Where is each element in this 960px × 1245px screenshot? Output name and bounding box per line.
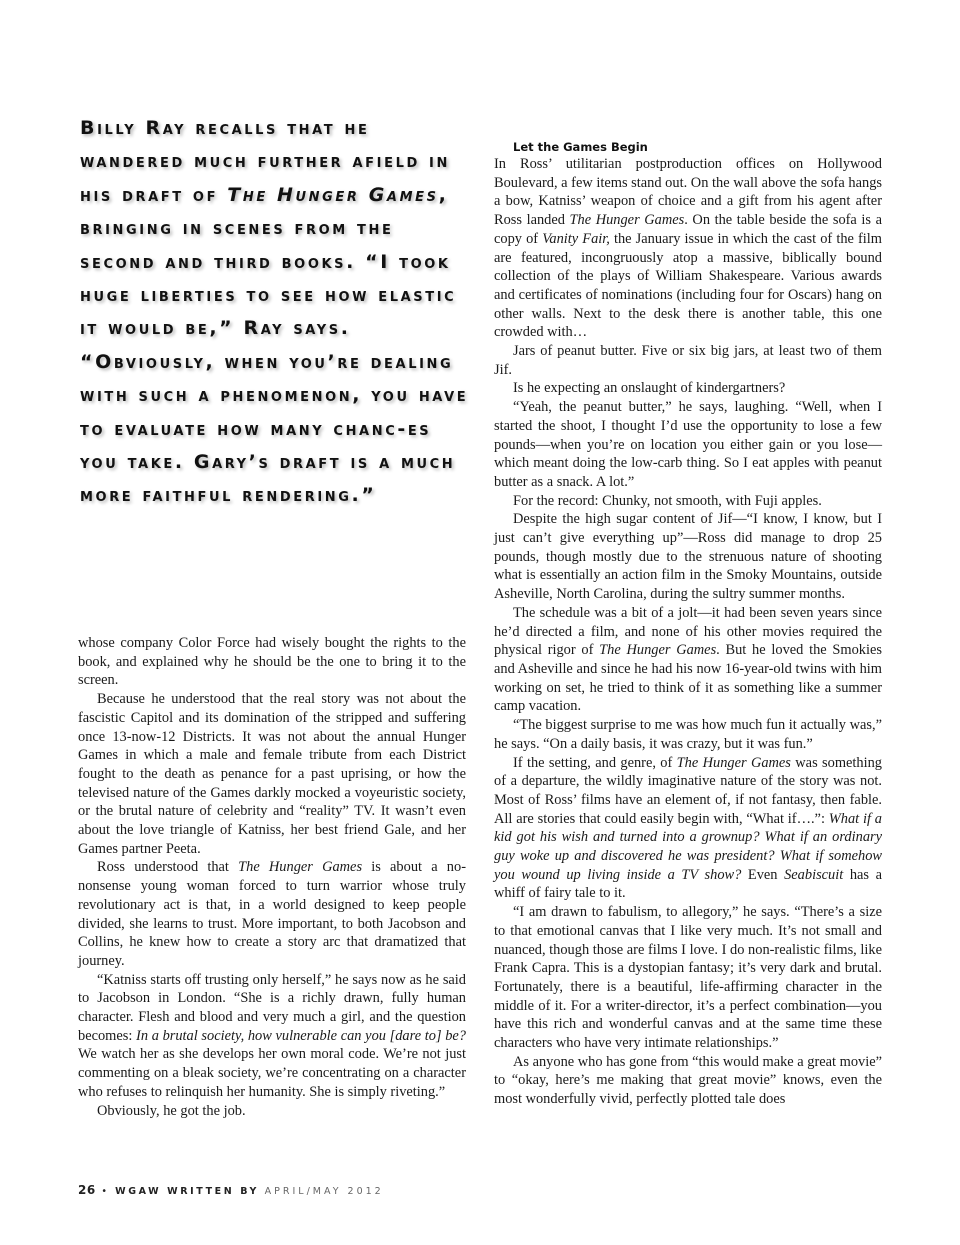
film-title: Seabiscuit [784, 866, 844, 883]
text-run: We watch her as she develops her own moral code. We’re not just commenting on a bleak society, we’re concentrating on a character who refuses to relinquish her humanity. She is simply riveting.” [78, 1046, 466, 1100]
text-run: “Katniss starts off trusting only herself,” he says now as he said to Jacobson in London. “She is a richly drawn, fully human character. Flesh and blood and very much a girl, and the question becomes: [78, 971, 466, 1044]
text-run: was something of a departure, the wildly imaginative nature of the story was not. Most of Ross’ films have an element of, if not fantasy, then fable. All are stories that could easily begin with, “What if….”: [494, 754, 882, 827]
italic-question: In a brutal society, how vulnerable can you [dare to] be? [136, 1027, 466, 1044]
pull-quote-title: The Hunger Games [227, 183, 439, 206]
paragraph: As anyone who has gone from “this would make a great movie” to “okay, here’s me making that great movie” knows, even the most wonderfully vivid, perfectly plotted tale does [494, 1053, 882, 1108]
paragraph: Obviously, he got the job. [97, 1102, 246, 1119]
pull-quote-text-1: Billy Ray recalls that he wandered much further afield in his draft of [80, 117, 450, 206]
page-number: 26 [78, 1183, 96, 1197]
magazine-title: Vanity Fair, [542, 230, 610, 247]
text-run: In Ross’ utilitarian postproduction offices on Hollywood Boulevard, a few items stand out. On the wall above the sofa hangs a bow, Katniss’ weapon of choice and a gift from his agent after Ross landed [494, 156, 882, 229]
left-column [78, 634, 466, 1120]
paragraph: “The biggest surprise to me was how much fun it actually was,” he says. “On a daily basis, it was crazy, but it was fun.” [494, 717, 882, 752]
paragraph [494, 155, 882, 342]
paragraph: Jars of peanut butter. Five or six big jars, at least two of them Jif. [494, 343, 882, 378]
text-run: has a whiff of fairy tale to it. [494, 866, 882, 902]
footer-separator: • [101, 1186, 110, 1197]
paragraph: Because he understood that the real story was not about the fascistic Capitol and its domination of the stripped and suffering once 13-now-12 Districts. It was not about the annual Hunger Games in which a male and female tribute from each District fought to the death as penance for a past uprising, or how the televised nature of the Games darkly mocked a voyeuristic society, or the brutal nature of celebrity and “reality” TV. It wasn’t even about the love triangle of Katniss, her best friend Gale, and her Games partner Peeta. [78, 691, 466, 857]
text-run: is about a no-nonsense young woman forced to turn warrior whose truly revolutionary act is that, in a world designed to keep people divided, she learns to trust. More important, to both Jacobson and Collins, he knew how to create a story arc that dramatized that journey. [78, 859, 466, 969]
paragraph: “I am drawn to fabulism, to allegory,” he says. “There’s a size to that emotional canvas that I like very much. It’s not small and nuanced, though those are films I love. I do non-realistic films, like Frank Capra. This is a dystopian fantasy; it’s very dark and brutal. Fortunately, there is a beautiful, life-affirming character in the middle of it. For a writer-director, it’s a perfect combination—you have this rich and wonderful canvas and at the same time these characters who have very intimate relationships.” [494, 904, 882, 1052]
text-run: . On the table beside the sofa is a copy of [494, 212, 882, 247]
paragraph [494, 754, 882, 904]
right-column [494, 139, 882, 1109]
film-title: The Hunger Games [676, 754, 791, 771]
text-run: If the setting, and genre, of [513, 754, 677, 771]
paragraph: “Yeah, the peanut butter,” he says, laughing. “Well, when I started the shoot, I thought I’d use the opportunity to lose a few pounds—when you’re on location you either gain or you lose—which meant doing the low-carb thing. So I eat apples with peanut butter as a snack. A lot.” [494, 399, 882, 490]
paragraph [494, 604, 882, 716]
pull-quote [80, 112, 472, 513]
paragraph [78, 971, 466, 1102]
page-footer [78, 1183, 384, 1197]
italic-questions: What if a kid got his wish and turned into a grownup? What if an ordinary guy woke up and discovered he was president? What if somehow you wound up living inside a TV show? [494, 810, 883, 883]
publication-name: WGAW WRITTEN BY [115, 1186, 260, 1197]
paragraph: whose company Color Force had wisely bought the rights to the book, and explained why he should be the one to bring it to the screen. [78, 635, 466, 689]
film-title: The Hunger Games [569, 212, 685, 229]
paragraph: For the record: Chunky, not smooth, with Fuji apples. [513, 492, 822, 509]
film-title: The Hunger Games [238, 859, 363, 876]
text-run: The schedule was a bit of a jolt—it had been seven years since he’d directed a film, and none of his other movies required the physical rigor of [494, 604, 882, 659]
film-title: The Hunger Games [599, 642, 717, 659]
text-run: . But he loved the Smokies and Asheville and since he had his now 16-year-old twins with him working on set, he tried to think of it as something like a summer camp vacation. [494, 642, 882, 715]
text-run: the January issue in which the cast of the film are featured, incongruously atop a massive, biblically bound collection of the plays of William Shakespeare. Various awards and certificates of nominations (including four for Oscars) hang on other walls. Next to the desk there is another table, this one crowded with… [494, 230, 883, 341]
paragraph: Is he expecting an onslaught of kindergartners? [513, 380, 786, 397]
text-run: Even [741, 866, 785, 883]
issue-date: APRIL/MAY 2012 [264, 1186, 384, 1197]
paragraph [78, 858, 466, 970]
pull-quote-text-2: , bringing in scenes from the second and third books. “I took huge liberties to see how elastic it would be,” Ray says. “Obviously, when you’re dealing with such a phenomenon, you have to evaluate how many chanc-es you take. Gary’s draft is a much more faithful rendering.” [80, 183, 469, 507]
section-heading: Let the Games Begin [513, 140, 648, 154]
text-run: Ross understood that [97, 859, 239, 876]
paragraph: Despite the high sugar content of Jif—“I know, I know, but I just can’t give everything up”—Ross did manage to drop 25 pounds, though mostly due to the strenuous nature of shooting what is essentially an action film in the Smoky Mountains, outside Asheville, North Carolina, during the sultry summer months. [494, 511, 882, 603]
